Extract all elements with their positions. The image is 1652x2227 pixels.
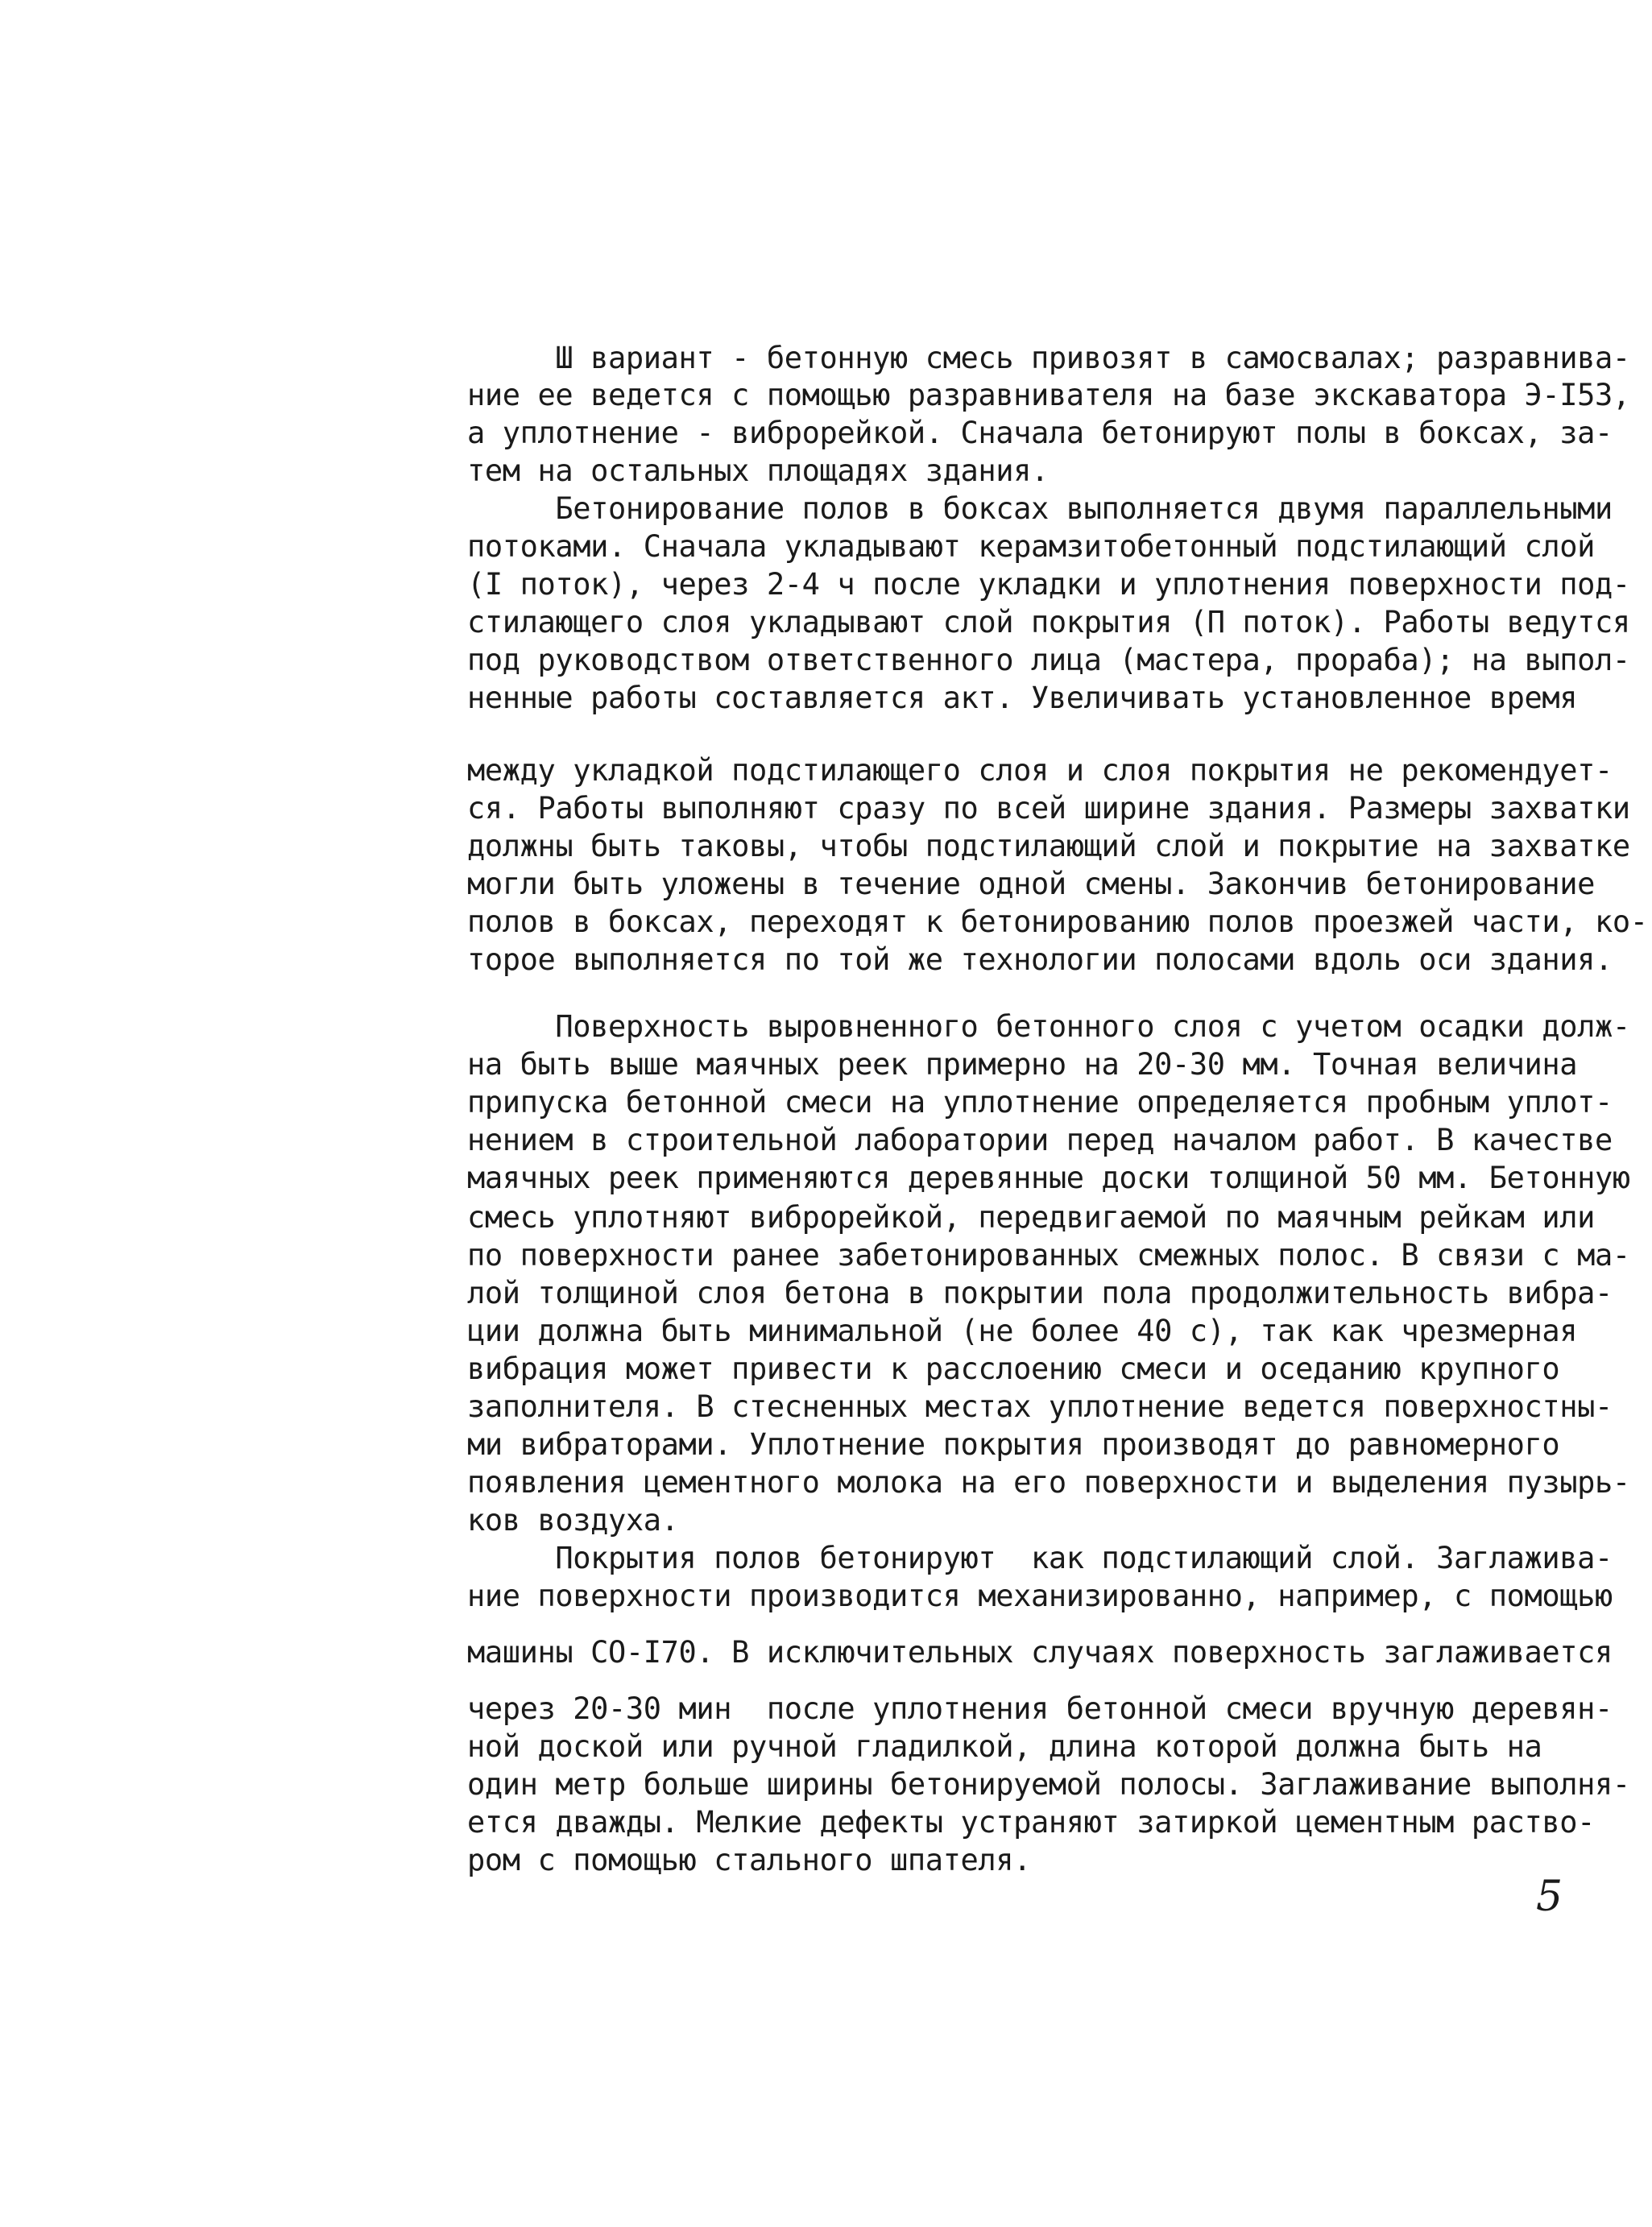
text-line: Поверхность выровненного бетонного слоя с учетом осадки долж- bbox=[467, 1009, 1630, 1044]
page-number: 5 bbox=[1536, 1873, 1563, 1921]
text-line: ной доской или ручной гладилкой, длина которой должна быть на bbox=[467, 1729, 1542, 1764]
text-line: через 20-30 мин после уплотнения бетонной смеси вручную деревян- bbox=[467, 1691, 1613, 1726]
text-line: припуска бетонной смеси на уплотнение определяется пробным уплот- bbox=[467, 1085, 1613, 1120]
text-line: ром с помощью стального шпателя. bbox=[467, 1843, 1032, 1877]
text-line: (I поток), через 2-4 ч после укладки и уплотнения поверхности под- bbox=[467, 567, 1630, 602]
text-line: между укладкой подстилающего слоя и слоя покрытия не рекомендует- bbox=[467, 753, 1613, 788]
text-line: ние поверхности производится механизированно, например, с помощью bbox=[467, 1579, 1613, 1613]
text-line: машины СО-I70. В исключительных случаях поверхность заглаживается bbox=[467, 1635, 1613, 1670]
text-line: ние ее ведется с помощью разравнивателя на базе экскаватора Э-I53, bbox=[467, 378, 1630, 412]
text-line: заполнителя. В стесненных местах уплотнение ведется поверхностны- bbox=[467, 1389, 1613, 1424]
text-line: ции должна быть минимальной (не более 40 с), так как чрезмерная bbox=[467, 1314, 1578, 1348]
text-line: Ш вариант - бетонную смесь привозят в самосвалах; разравнива- bbox=[467, 341, 1630, 375]
text-line: должны быть таковы, чтобы подстилающий слой и покрытие на захватке bbox=[467, 829, 1630, 863]
text-line: Покрытия полов бетонируют как подстилающий слой. Заглажива- bbox=[467, 1541, 1613, 1575]
text-line: нением в строительной лаборатории перед началом работ. В качестве bbox=[467, 1123, 1613, 1157]
text-line: полов в боксах, переходят к бетонированию полов проезжей части, ко- bbox=[467, 904, 1648, 939]
text-line: ненные работы составляется акт. Увеличивать установленное время bbox=[467, 681, 1578, 715]
text-line: маячных реек применяются деревянные доски толщиной 50 мм. Бетонную bbox=[467, 1161, 1630, 1195]
text-line: ми вибраторами. Уплотнение покрытия производят до равномерного bbox=[467, 1427, 1560, 1462]
text-line: вибрация может привести к расслоению смеси и оседанию крупного bbox=[467, 1352, 1560, 1386]
text-line: потоками. Сначала укладывают керамзитобетонный подстилающий слой bbox=[467, 529, 1596, 564]
text-line: ся. Работы выполняют сразу по всей ширине здания. Размеры захватки bbox=[467, 791, 1630, 826]
text-line: Бетонирование полов в боксах выполняется двумя параллельными bbox=[467, 491, 1613, 526]
text-line: а уплотнение - виброрейкой. Сначала бетонируют полы в боксах, за- bbox=[467, 416, 1613, 450]
text-line: тем на остальных площадях здания. bbox=[467, 453, 1049, 488]
text-line: под руководством ответственного лица (мастера, прораба); на выпол- bbox=[467, 643, 1630, 677]
text-line: один метр больше ширины бетонируемой полосы. Заглаживание выполня- bbox=[467, 1767, 1630, 1802]
text-line: ков воздуха. bbox=[467, 1503, 679, 1538]
text-line: смесь уплотняют виброрейкой, передвигаемой по маячным рейкам или bbox=[467, 1200, 1596, 1235]
text-line: по поверхности ранее забетонированных смежных полос. В связи с ма- bbox=[467, 1238, 1630, 1273]
text-line: ется дважды. Мелкие дефекты устраняют затиркой цементным раство- bbox=[467, 1805, 1596, 1840]
text-line: на быть выше маячных реек примерно на 20-30 мм. Точная величина bbox=[467, 1047, 1578, 1082]
text-line: появления цементного молока на его поверхности и выделения пузырь- bbox=[467, 1465, 1630, 1500]
text-line: торое выполняется по той же технологии полосами вдоль оси здания. bbox=[467, 942, 1613, 977]
text-line: стилающего слоя укладывают слой покрытия (П поток). Работы ведутся bbox=[467, 605, 1630, 640]
text-line: могли быть уложены в течение одной смены. Закончив бетонирование bbox=[467, 867, 1596, 901]
text-line: лой толщиной слоя бетона в покрытии пола продолжительность вибра- bbox=[467, 1276, 1613, 1310]
